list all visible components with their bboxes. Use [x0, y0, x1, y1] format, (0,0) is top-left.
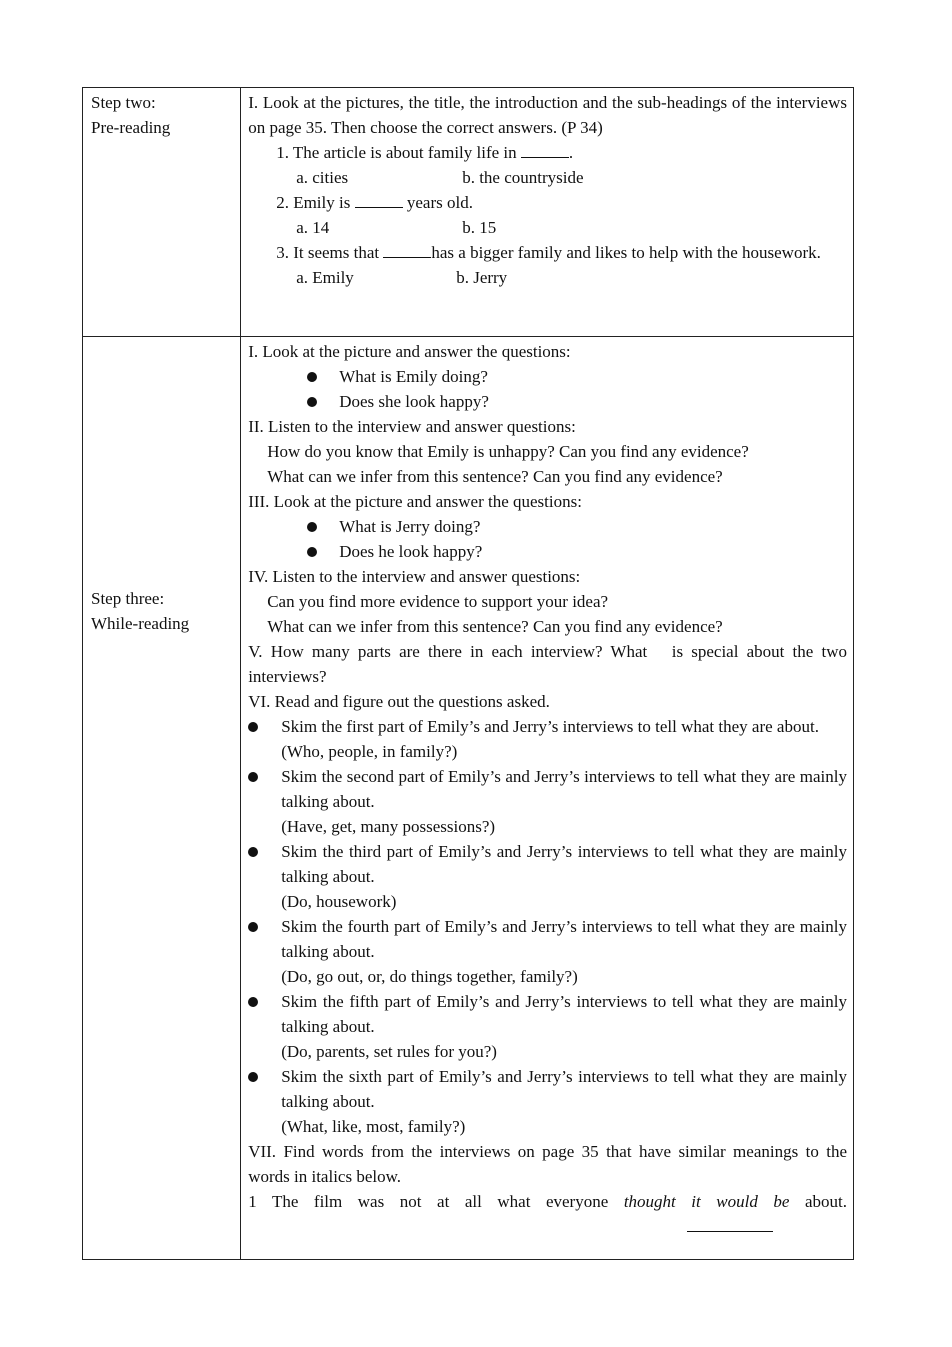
skim-hint: (Who, people, in family?)	[281, 742, 458, 761]
while-reading-label-cell	[83, 337, 241, 1260]
answer-blank	[248, 1214, 847, 1226]
pre-reading-content-cell	[241, 88, 854, 337]
question-2-options	[248, 215, 847, 240]
step-two-label: Step two:	[91, 93, 156, 112]
bullet-icon	[248, 722, 258, 732]
pre-reading-label-cell	[83, 88, 241, 337]
bullet-icon	[307, 372, 317, 382]
section-4-line: Can you find more evidence to support your idea?	[267, 592, 609, 611]
question-3: 3. It seems that has a bigger family and likes to help with the housework.	[276, 243, 821, 262]
section-7-question-1: 1 The film was not at all what everyone thought it would be about.	[248, 1192, 848, 1211]
list-item: Skim the first part of Emily’s and Jerry’s interviews to tell what they are about.	[248, 714, 847, 739]
answer-blank	[521, 141, 569, 158]
bullet-icon	[248, 922, 258, 932]
list-item: Skim the sixth part of Emily’s and Jerry’s interviews to tell what they are mainly talking about.	[248, 1064, 847, 1114]
section-2-line: How do you know that Emily is unhappy? Can you find any evidence?	[267, 442, 749, 461]
skim-hint: (Do, parents, set rules for you?)	[281, 1042, 497, 1061]
list-item: Skim the third part of Emily’s and Jerry’s interviews to tell what they are mainly talking about.	[248, 839, 847, 889]
section-7-text: VII. Find words from the interviews on page 35 that have similar meanings to the words in italics below.	[248, 1142, 847, 1186]
section-2-line: What can we infer from this sentence? Can you find any evidence?	[267, 467, 723, 486]
pre-reading-row	[83, 88, 854, 337]
bullet-icon	[248, 997, 258, 1007]
bullet-icon	[307, 397, 317, 407]
section-4-heading: IV. Listen to the interview and answer questions:	[248, 567, 581, 586]
step-three-label: Step three:	[91, 589, 165, 608]
option-b: b. 15	[462, 218, 497, 237]
section-3-heading: III. Look at the picture and answer the questions:	[248, 492, 582, 511]
answer-blank	[383, 241, 431, 258]
option-a: a. Emily	[296, 268, 354, 287]
section-2-heading: II. Listen to the interview and answer questions:	[248, 417, 576, 436]
option-b: b. the countryside	[462, 168, 584, 187]
list-item: Does she look happy?	[248, 389, 847, 414]
section-5-text: V. How many parts are there in each interview? What is special about the two interviews?	[248, 642, 852, 686]
list-item: Skim the second part of Emily’s and Jerry’s interviews to tell what they are mainly talking about.	[248, 764, 847, 814]
lesson-plan-table	[82, 87, 854, 1260]
pre-reading-instruction: I. Look at the pictures, the title, the introduction and the sub-headings of the interviews on page 35. Then choose the correct answers. (P 34)	[248, 93, 847, 137]
question-1-options	[248, 165, 847, 190]
option-a: a. cities	[296, 168, 349, 187]
bullet-icon	[307, 522, 317, 532]
list-item: What is Jerry doing?	[248, 514, 847, 539]
list-item: What is Emily doing?	[248, 364, 847, 389]
list-item: Does he look happy?	[248, 539, 847, 564]
section-1-heading: I. Look at the picture and answer the questions:	[248, 342, 571, 361]
while-reading-row	[83, 337, 854, 1260]
pre-reading-label: Pre-reading	[91, 118, 171, 137]
section-4-line: What can we infer from this sentence? Can you find any evidence?	[267, 617, 723, 636]
while-reading-label: While-reading	[91, 614, 190, 633]
bullet-icon	[248, 1072, 258, 1082]
question-2: 2. Emily is years old.	[276, 193, 473, 212]
list-item: Skim the fourth part of Emily’s and Jerry’s interviews to tell what they are mainly talking about.	[248, 914, 847, 964]
question-1: 1. The article is about family life in .	[276, 143, 574, 162]
section-6-heading: VI. Read and figure out the questions asked.	[248, 692, 550, 711]
answer-blank	[355, 191, 403, 208]
while-reading-content-cell	[241, 337, 854, 1260]
bullet-icon	[248, 772, 258, 782]
skim-hint: (Do, housework)	[281, 892, 397, 911]
bullet-icon	[248, 847, 258, 857]
skim-hint: (What, like, most, family?)	[281, 1117, 466, 1136]
list-item: Skim the fifth part of Emily’s and Jerry’s interviews to tell what they are mainly talking about.	[248, 989, 847, 1039]
bullet-icon	[307, 547, 317, 557]
skim-hint: (Have, get, many possessions?)	[281, 817, 496, 836]
question-3-options	[248, 265, 847, 290]
option-a: a. 14	[296, 218, 330, 237]
skim-hint: (Do, go out, or, do things together, family?)	[281, 967, 578, 986]
option-b: b. Jerry	[456, 268, 508, 287]
